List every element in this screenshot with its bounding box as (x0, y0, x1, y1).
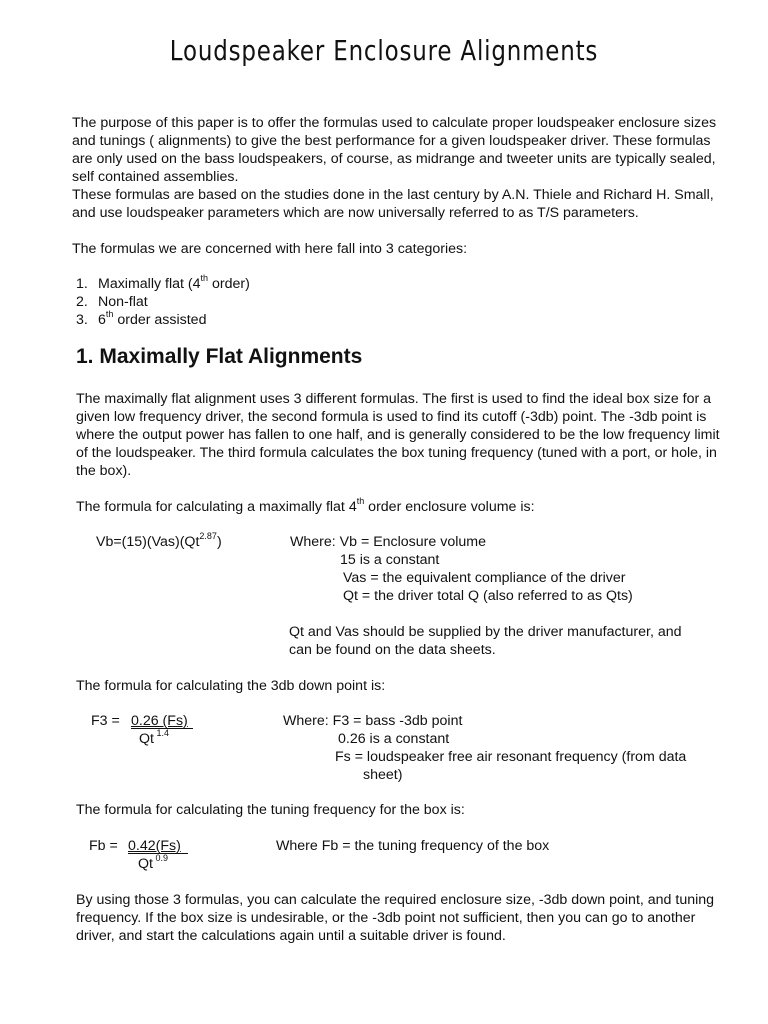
exponent: 0.9 (152, 853, 168, 864)
formula-text: ) (216, 534, 222, 550)
category-text: Maximally flat (4 (98, 276, 201, 292)
volume-note-1: Qt and Vas should be supplied by the driver manufacturer, and (289, 624, 682, 640)
category-item (76, 311, 250, 329)
volume-where-2: 15 is a constant (340, 552, 440, 568)
intro-paragraph-3: The formulas we are concerned with here fall into 3 categories: (72, 241, 468, 257)
text: order enclosure volume is: (364, 499, 535, 515)
category-text-suffix: order assisted (113, 312, 207, 329)
f3-where-1: Where: F3 = bass -3db point (283, 713, 463, 729)
f3-where-3: Fs = loudspeaker free air resonant frequency (from data (335, 749, 687, 765)
f3-where-4: sheet) (363, 767, 403, 783)
volume-where-1: Where: Vb = Enclosure volume (290, 534, 486, 550)
category-text-suffix: order) (208, 276, 250, 292)
volume-note-2: can be found on the data sheets. (289, 642, 496, 658)
category-item (76, 275, 250, 293)
fb-formula-numerator: 0.42(Fs) (128, 838, 181, 854)
exponent: 1.4 (153, 728, 169, 739)
document-title: Loudspeaker Enclosure Alignments (169, 34, 599, 67)
category-text: Non-flat (98, 294, 148, 311)
intro-paragraph-1: The purpose of this paper is to offer the formulas used to calculate proper loudspeaker enclosure sizes and tunings ( alignments) to give the best performance for a given loudspeaker driver. These formulas are only used on the bass loudspeakers, of course, as midrange and tweeter units are typically sealed, self contained assemblies. (72, 115, 717, 186)
superscript: th (105, 309, 114, 320)
list-number: 1. (76, 276, 88, 292)
conclusion-paragraph: By using those 3 formulas, you can calculate the required enclosure size, -3db down point, and tuning frequency. If the box size is undesirable, or the -3db point not sufficient, then you can go to another driver, and start the calculations again until a suitable driver is found. (76, 892, 715, 945)
list-number: 3. (76, 312, 88, 329)
f3-formula-numerator: 0.26 (Fs) (131, 713, 188, 729)
section-body: The maximally flat alignment uses 3 different formulas. The first is used to find the ideal box size for a given low frequency driver, the second formula is used to find its cutoff (-3db) point. The -3db point is where the output power has fallen to one half, and is generally considered to be the low frequency limit of the loudspeaker. The third formula calculates the box tuning frequency (tuned with a port, or hole, in the box). (76, 391, 720, 480)
f3-where-2: 0.26 is a constant (338, 731, 450, 747)
f3-formula-intro: The formula for calculating the 3db down point is: (76, 678, 386, 694)
denominator-text: Qt (139, 731, 154, 747)
volume-where-3: Vas = the equivalent compliance of the driver (343, 570, 626, 586)
superscript: th (200, 273, 209, 284)
superscript: th (356, 496, 365, 507)
intro-paragraph-2: These formulas are based on the studies done in the last century by A.N. Thiele and Richard H. Small, and use loudspeaker parameters which are now universally referred to as T/S parameters. (72, 187, 714, 222)
fb-formula-denominator (138, 855, 168, 873)
exponent: 2.87 (199, 531, 217, 542)
f3-formula-denominator (139, 730, 169, 748)
fb-formula-lhs: Fb = (89, 838, 118, 854)
volume-formula (96, 533, 222, 551)
list-number: 2. (76, 294, 88, 311)
volume-formula-intro (76, 498, 535, 516)
fb-formula-intro: The formula for calculating the tuning frequency for the box is: (76, 802, 465, 818)
category-text: 6 (98, 312, 106, 329)
formula-text: Vb=(15)(Vas)(Qt (96, 534, 200, 550)
category-list (76, 275, 250, 329)
category-item (76, 293, 250, 311)
volume-where-4: Qt = the driver total Q (also referred to as Qts) (343, 588, 633, 604)
denominator-text: Qt (138, 856, 153, 872)
text: The formula for calculating a maximally flat 4 (76, 499, 357, 515)
fb-where: Where Fb = the tuning frequency of the box (276, 838, 550, 854)
f3-formula-lhs: F3 = (91, 713, 120, 729)
section-heading: 1. Maximally Flat Alignments (76, 345, 363, 368)
